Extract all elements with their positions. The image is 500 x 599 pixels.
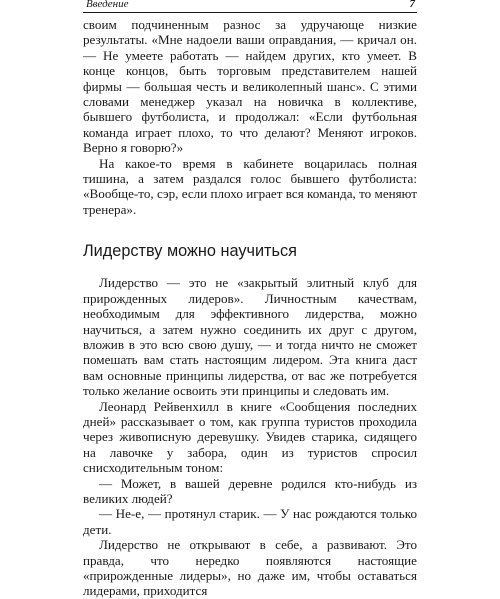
section-heading: Лидерству можно научиться	[83, 242, 297, 261]
dialogue-line: — Не-е, — протянул старик. — У нас рождаются только дети.	[83, 506, 417, 537]
paragraph: На какое-то время в кабинете воцарилась полная тишина, а затем раздался голос бывшего футболиста: «Вообще-то, сэр, если плохо играет вся команда, то меняют тренера».	[83, 155, 417, 217]
running-header	[83, 0, 417, 13]
paragraph: своим подчиненным разнос за удручающе низкие результаты. «Мне надоели ваши оправдания, — кричал он. — Не умеете работать — найдем других, кто умеет. В конце концов, быть торговым представителем нашей фирмы — большая честь и великолепный шанс». С этими словами менеджер указал на новичка в коллективе, бывшего футболиста, и продолжал: «Если футбольная команда играет плохо, то что делают? Меняют игроков. Верно я говорю?»	[83, 17, 417, 156]
book-page	[83, 0, 417, 599]
dialogue-line: — Может, в вашей деревне родился кто-нибудь из великих людей?	[83, 475, 417, 506]
body-text	[83, 17, 417, 599]
paragraph: Лидерство — это не «закрытый элитный клуб для прирожденных лидеров». Личностным качествам, необходимым для эффективного лидерства, можно научиться, а затем нужно соединить их друг с другом, вложив в это всю свою душу, — и тогда ничто не сможет помешать вам стать настоящим лидером. Эта книга даст вам основные принципы лидерства, от вас же потребуется только желание освоить эти принципы и следовать им.	[83, 275, 417, 399]
paragraph: Лидерство не открывают в себе, а развивают. Это правда, что нередко появляются настоящие «прирожденные лидеры», но даже им, чтобы оставаться лидерами, приходится	[83, 537, 417, 599]
page-number: 7	[409, 0, 415, 10]
paragraph: Леонард Рейвенхилл в книге «Сообщения последних дней» рассказывает о том, как группа туристов проходила через живописную деревушку. Увидев старика, сидящего на лавочке у забора, один из туристов спросил снисходительным тоном:	[83, 398, 417, 476]
section-title: Введение	[86, 0, 129, 10]
